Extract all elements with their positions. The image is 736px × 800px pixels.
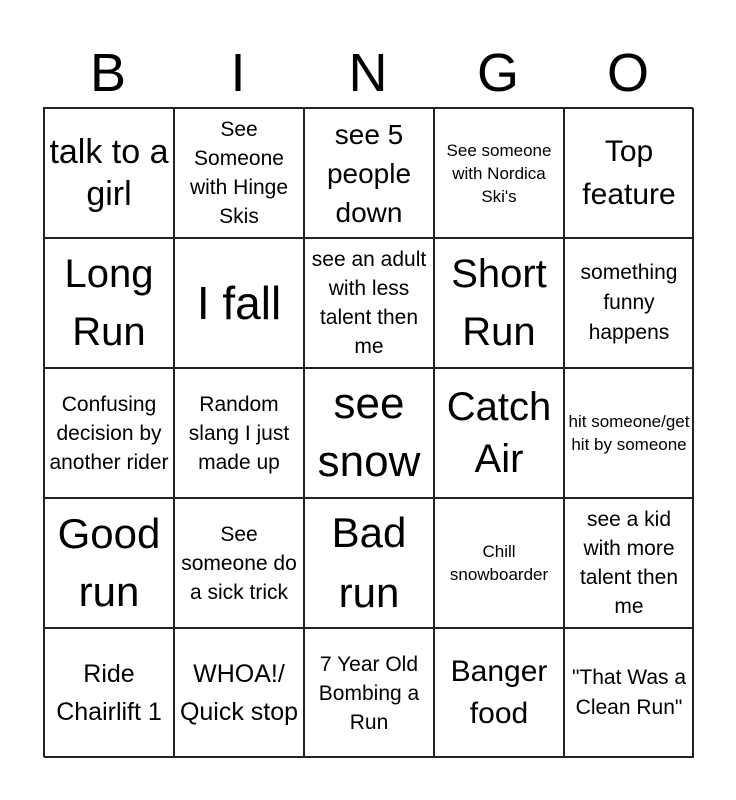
cell-text: Top feature [582,135,676,211]
header-letter-g: G [476,43,519,103]
bingo-cell[interactable] [304,368,434,498]
bingo-cell[interactable] [304,498,434,628]
bingo-cell[interactable] [44,368,174,498]
bingo-cell[interactable] [434,628,564,758]
bingo-board [43,107,693,757]
bingo-header [43,40,693,106]
bingo-cell[interactable] [304,628,434,758]
bingo-cell[interactable] [304,238,434,368]
cell-text: see 5 people down [326,118,412,228]
bingo-cell[interactable] [434,368,564,498]
bingo-cell[interactable] [564,628,694,758]
cell-text: hit someone/get hit by someone [568,412,690,454]
cell-text: talk to a girl [49,133,169,213]
cell-text: Confusing decision by another rider [49,392,169,474]
bingo-cell[interactable] [44,108,174,238]
cell-text: WHOA!/ Quick stop [179,660,299,726]
cell-text: I fall [196,277,282,329]
cell-text: Catch Air [446,385,552,481]
cell-text: See someone with Nordica Ski's [446,140,552,206]
cell-text: see an adult with less talent then me [311,248,427,358]
cell-text: see snow [317,379,421,486]
bingo-cell[interactable] [44,628,174,758]
cell-text: See someone do a sick trick [181,522,297,604]
cell-text: Random slang I just made up [188,392,290,474]
cell-text: Chill snowboarder [449,542,549,584]
bingo-cell[interactable] [564,238,694,368]
cell-text: Good run [57,510,161,615]
bingo-cell[interactable] [44,238,174,368]
bingo-cell[interactable] [564,498,694,628]
bingo-cell[interactable] [174,498,304,628]
cell-text: See Someone with Hinge Skis [189,118,289,228]
cell-text: Short Run [451,252,547,354]
cell-text: something funny happens [580,261,678,344]
cell-text: Ride Chairlift 1 [56,660,162,726]
bingo-cell[interactable] [564,108,694,238]
bingo-cell[interactable] [174,628,304,758]
bingo-cell[interactable] [304,108,434,238]
header-letter-b: B [89,43,127,103]
bingo-cell[interactable] [564,368,694,498]
bingo-cell[interactable] [174,238,304,368]
header-letter-o: O [606,43,649,103]
bingo-cell[interactable] [434,238,564,368]
bingo-cell[interactable] [434,108,564,238]
bingo-cell[interactable] [44,498,174,628]
cell-text: "That Was a Clean Run" [571,666,687,719]
cell-text: 7 Year Old Bombing a Run [318,652,420,734]
bingo-cell[interactable] [174,368,304,498]
bingo-cell[interactable] [174,108,304,238]
cell-text: see a kid with more talent then me [579,508,679,618]
bingo-cell[interactable] [434,498,564,628]
cell-text: Long Run [64,252,154,354]
cell-text: Bad run [331,509,407,616]
header-letter-n: N [348,43,388,103]
header-letter-i: I [230,43,246,103]
cell-text: Banger food [450,655,548,730]
